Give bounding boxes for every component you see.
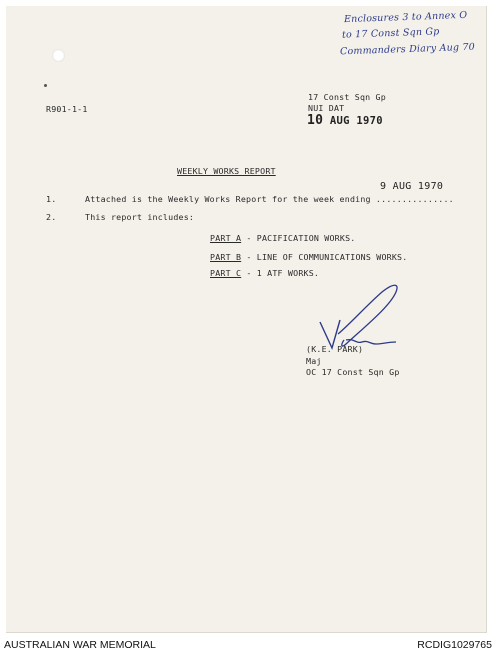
archive-id: RCDIG1029765 [417, 639, 492, 651]
part-a-line [210, 233, 355, 243]
signatory-appointment: OC 17 Const Sqn Gp [306, 367, 400, 377]
document-page [6, 6, 487, 633]
archive-name: AUSTRALIAN WAR MEMORIAL [4, 639, 156, 651]
item-2-number: 2. [46, 212, 57, 222]
part-c-label: PART C [210, 268, 242, 278]
part-b-desc: - LINE OF COMMUNICATIONS WORKS. [241, 252, 408, 262]
signatory-name: (K.E. PARK) [306, 344, 364, 354]
ink-speck [44, 84, 47, 87]
week-ending-stamp: 9 AUG 1970 [380, 181, 444, 192]
location: NUI DAT [308, 103, 345, 113]
report-title: WEEKLY WORKS REPORT [177, 166, 276, 176]
unit-name: 17 Const Sqn Gp [308, 92, 386, 102]
item-2-text: This report includes: [85, 212, 195, 222]
date-stamp-day: 10 [307, 113, 324, 128]
part-b-line [210, 252, 407, 262]
archive-footer [0, 636, 496, 654]
part-c-desc: - 1 ATF WORKS. [241, 268, 320, 278]
handwritten-annotation-line-1: Enclosures 3 to Annex O [343, 9, 468, 26]
handwritten-annotation-line-2: to 17 Const Sqn Gp [341, 26, 440, 41]
date-stamp [307, 113, 383, 128]
file-reference: R901-1-1 [46, 104, 88, 114]
part-b-label: PART B [210, 252, 242, 262]
item-1-number: 1. [46, 194, 57, 204]
item-1-text: Attached is the Weekly Works Report for the week ending ............... [85, 194, 454, 204]
part-a-desc: - PACIFICATION WORKS. [241, 233, 356, 243]
punch-hole [52, 49, 65, 62]
handwritten-annotation-line-3: Commanders Diary Aug 70 [339, 41, 476, 58]
part-a-label: PART A [210, 233, 242, 243]
part-c-line [210, 268, 319, 278]
date-stamp-month-year: AUG 1970 [329, 115, 383, 127]
signatory-rank: Maj [306, 356, 322, 366]
